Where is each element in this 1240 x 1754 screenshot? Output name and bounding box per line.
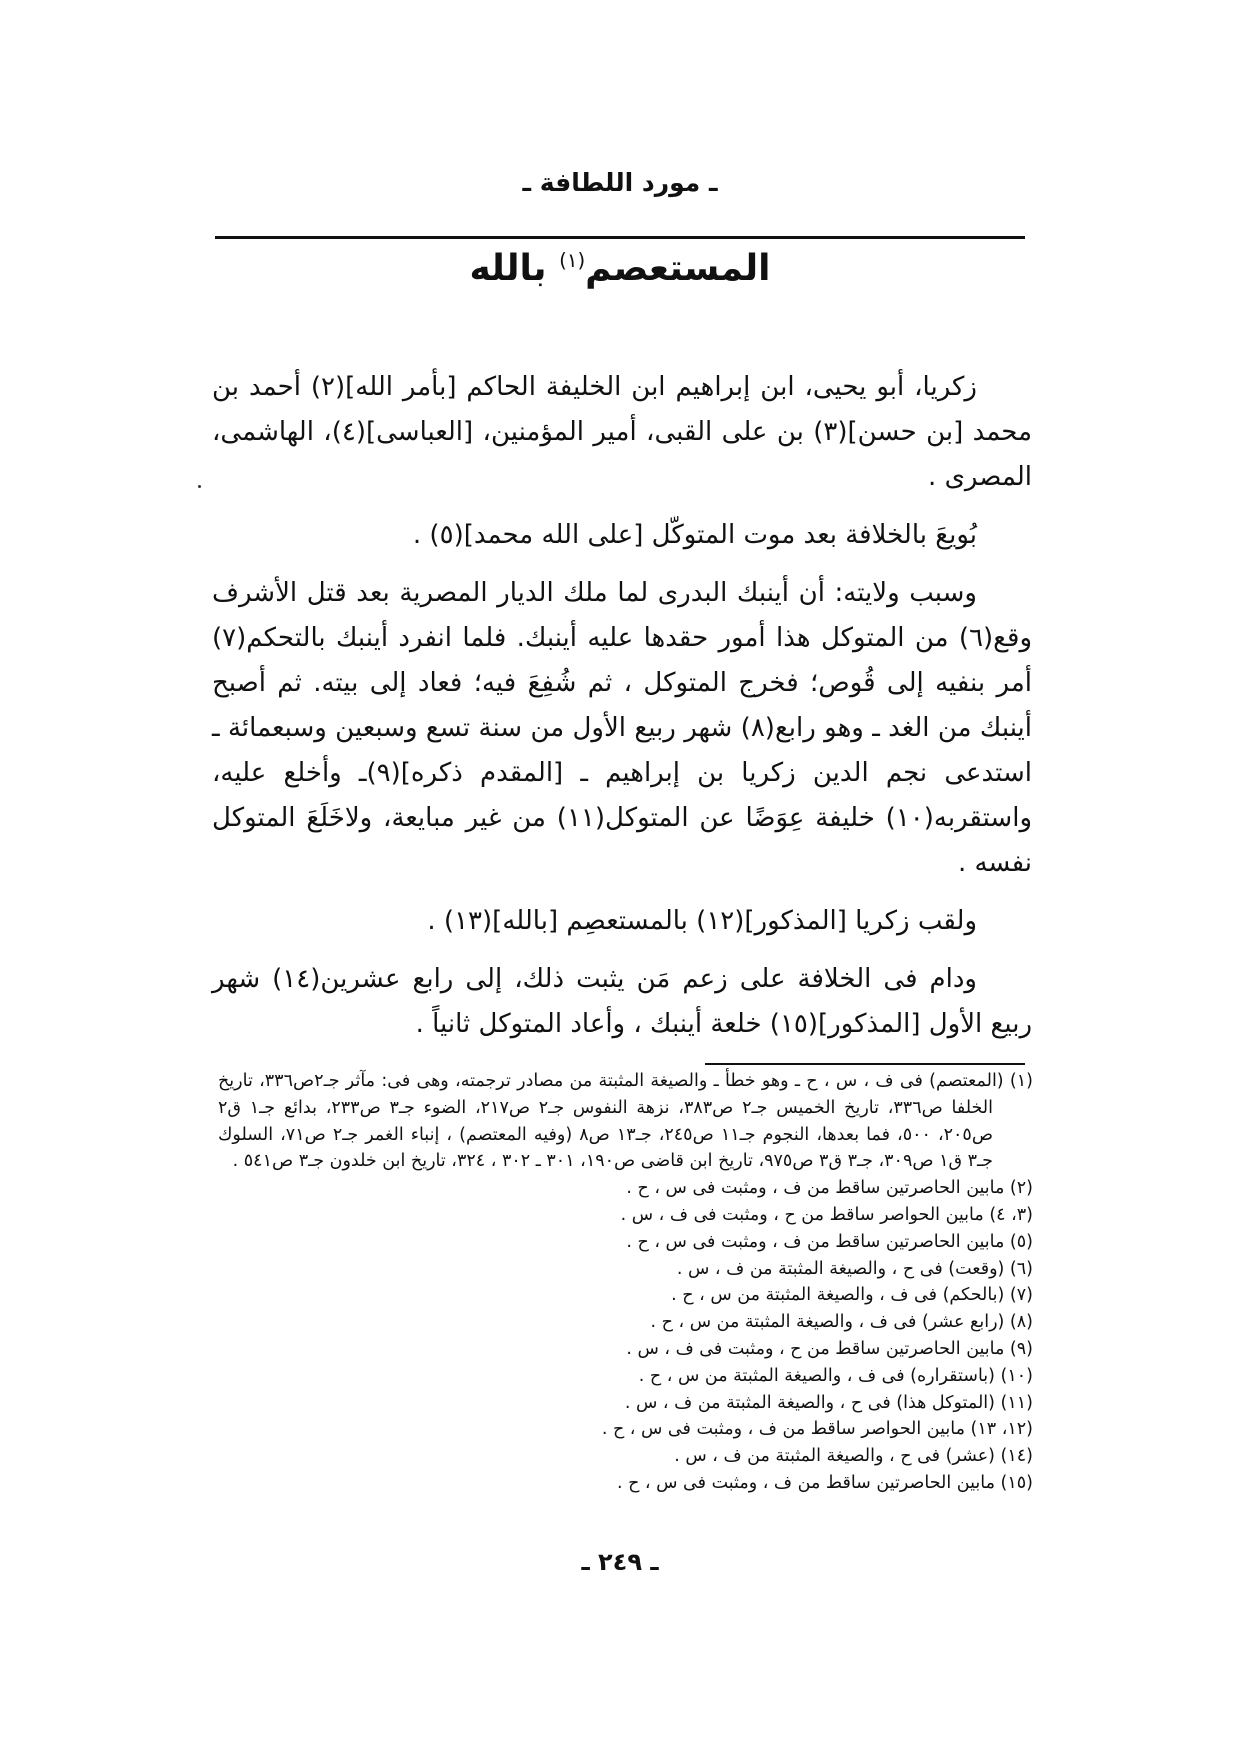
page-number: ـ ٢٤٩ ـ (581, 1548, 659, 1576)
footnote-7: (٧) (بالحكم) فى ف ، والصيغة المثبتة من س ، ح . (671, 1285, 1033, 1306)
footnote-5: (٥) مابين الحاصرتين ساقط من ف ، ومثبت فى س ، ح . (626, 1231, 1033, 1252)
footnote-9: (٩) مابين الحاصرتين ساقط من ح ، ومثبت فى ف ، س . (626, 1338, 1033, 1359)
paragraph-duration: ودام فى الخلافة على زعم مَن يثبت ذلك، إلى رابع عشرين(١٤) شهر ربيع الأول [المذكور](١٥) خلعة أينبك ، وأعاد المتوكل ثانياً . (212, 964, 1032, 1039)
body-text (212, 365, 1032, 1060)
footnote-6: (٦) (وقعت) فى ح ، والصيغة المثبتة من ف ، س . (676, 1258, 1033, 1279)
paragraph-allegiance: بُويعَ بالخلافة بعد موت المتوكّل [على الله محمد](٥) . (412, 520, 977, 550)
chapter-title-footnote-ref: (١) (559, 249, 586, 272)
footnote-8: (٨) (رابع عشر) فى ف ، والصيغة المثبتة من س ، ح . (650, 1312, 1033, 1333)
chapter-title (0, 248, 1240, 289)
footnotes (218, 1068, 1033, 1497)
chapter-title-tail: بالله (469, 248, 547, 289)
scan-speck (198, 485, 201, 488)
footnote-11: (١١) (المتوكل هذا) فى ح ، والصيغة المثبتة من ف ، س . (624, 1392, 1033, 1413)
footnote-14: (١٤) (عشر) فى ح ، والصيغة المثبتة من ف ، س . (674, 1446, 1033, 1467)
footnote-1: (١) (المعتصم) فى ف ، س ، ح ـ وهو خطأ ـ والصيغة المثبتة من مصادر ترجمته، وهى فى: مآثر جـ٢ص٣٣٦، تاريخ الخلفا ص٣٣٦، تاريخ الخميس جـ٢ ص٣٨٣، نزهة النفوس جـ٢ ص٢١٧، الضوء جـ٣ ص٢٣٣، بدائع جـ١ ق٢ ص٢٠٥، ٥٠٠، فما بعدها، النجوم جـ١١ ص٢٤٥، جـ١٣ ص٨ (وفيه المعتصم) ، إنباء الغمر جـ٢ ص٧١، السلوك جـ٣ ق١ ص٣٠٩، جـ٣ ق٣ ص٩٧٥، تاريخ ابن قاضى ص١٩٠، ٣٠١ ـ ٣٠٢ ، ٣٢٤، تاريخ ابن خلدون جـ٣ ص٥٤١ . (218, 1071, 1033, 1172)
paragraph-reason: وسبب ولايته: أن أينبك البدرى لما ملك الديار المصرية بعد قتل الأشرف وقع(٦) من المتوكل هذا أمور حقدها عليه أينبك. فلما انفرد أينبك بالتحكم(٧) أمر بنفيه إلى قُوص؛ فخرج المتوكل ، ثم شُفِعَ فيه؛ فعاد إلى بيته. ثم أصبح أينبك من الغد ـ وهو رابع(٨) شهر ربيع الأول من سنة تسع وسبعين وسبعمائة ـ استدعى نجم الدين زكريا بن إبراهيم ـ [المقدم ذكره](٩)ـ وأخلع عليه، واستقربه(١٠) خليفة عِوَضًا عن المتوكل(١١) من غير مبايعة، ولاخَلَعَ المتوكل نفسه . (212, 578, 1032, 878)
footnote-2: (٢) مابين الحاصرتين ساقط من ف ، ومثبت فى س ، ح . (626, 1178, 1033, 1199)
footnote-15: (١٥) مابين الحاصرتين ساقط من ف ، ومثبت فى س ، ح . (616, 1472, 1033, 1493)
paragraph-title: ولقب زكريا [المذكور](١٢) بالمستعصِم [بالله](١٣) . (427, 906, 977, 936)
footnote-10: (١٠) (باستقراره) فى ف ، والصيغة المثبتة من س ، ح . (638, 1365, 1033, 1386)
footnote-3-4: (٣، ٤) مابين الحواصر ساقط من ح ، ومثبت فى ف ، س . (620, 1204, 1033, 1225)
header-rule (215, 236, 1025, 239)
footnote-rule (705, 1063, 1025, 1065)
chapter-title-main: المستعصم (585, 248, 771, 289)
paragraph-lineage: زكريا، أبو يحيى، ابن إبراهيم ابن الخليفة الحاكم [بأمر الله](٢) أحمد بن محمد [بن حسن](٣) بن على القبى، أمير المؤمنين، [العباسى](٤)، الهاشمى، المصرى . (212, 372, 1033, 492)
running-header: ـ مورد اللطافة ـ (522, 168, 718, 197)
footnote-12-13: (١٢، ١٣) مابين الحواصر ساقط من ف ، ومثبت فى س ، ح . (601, 1419, 1033, 1440)
